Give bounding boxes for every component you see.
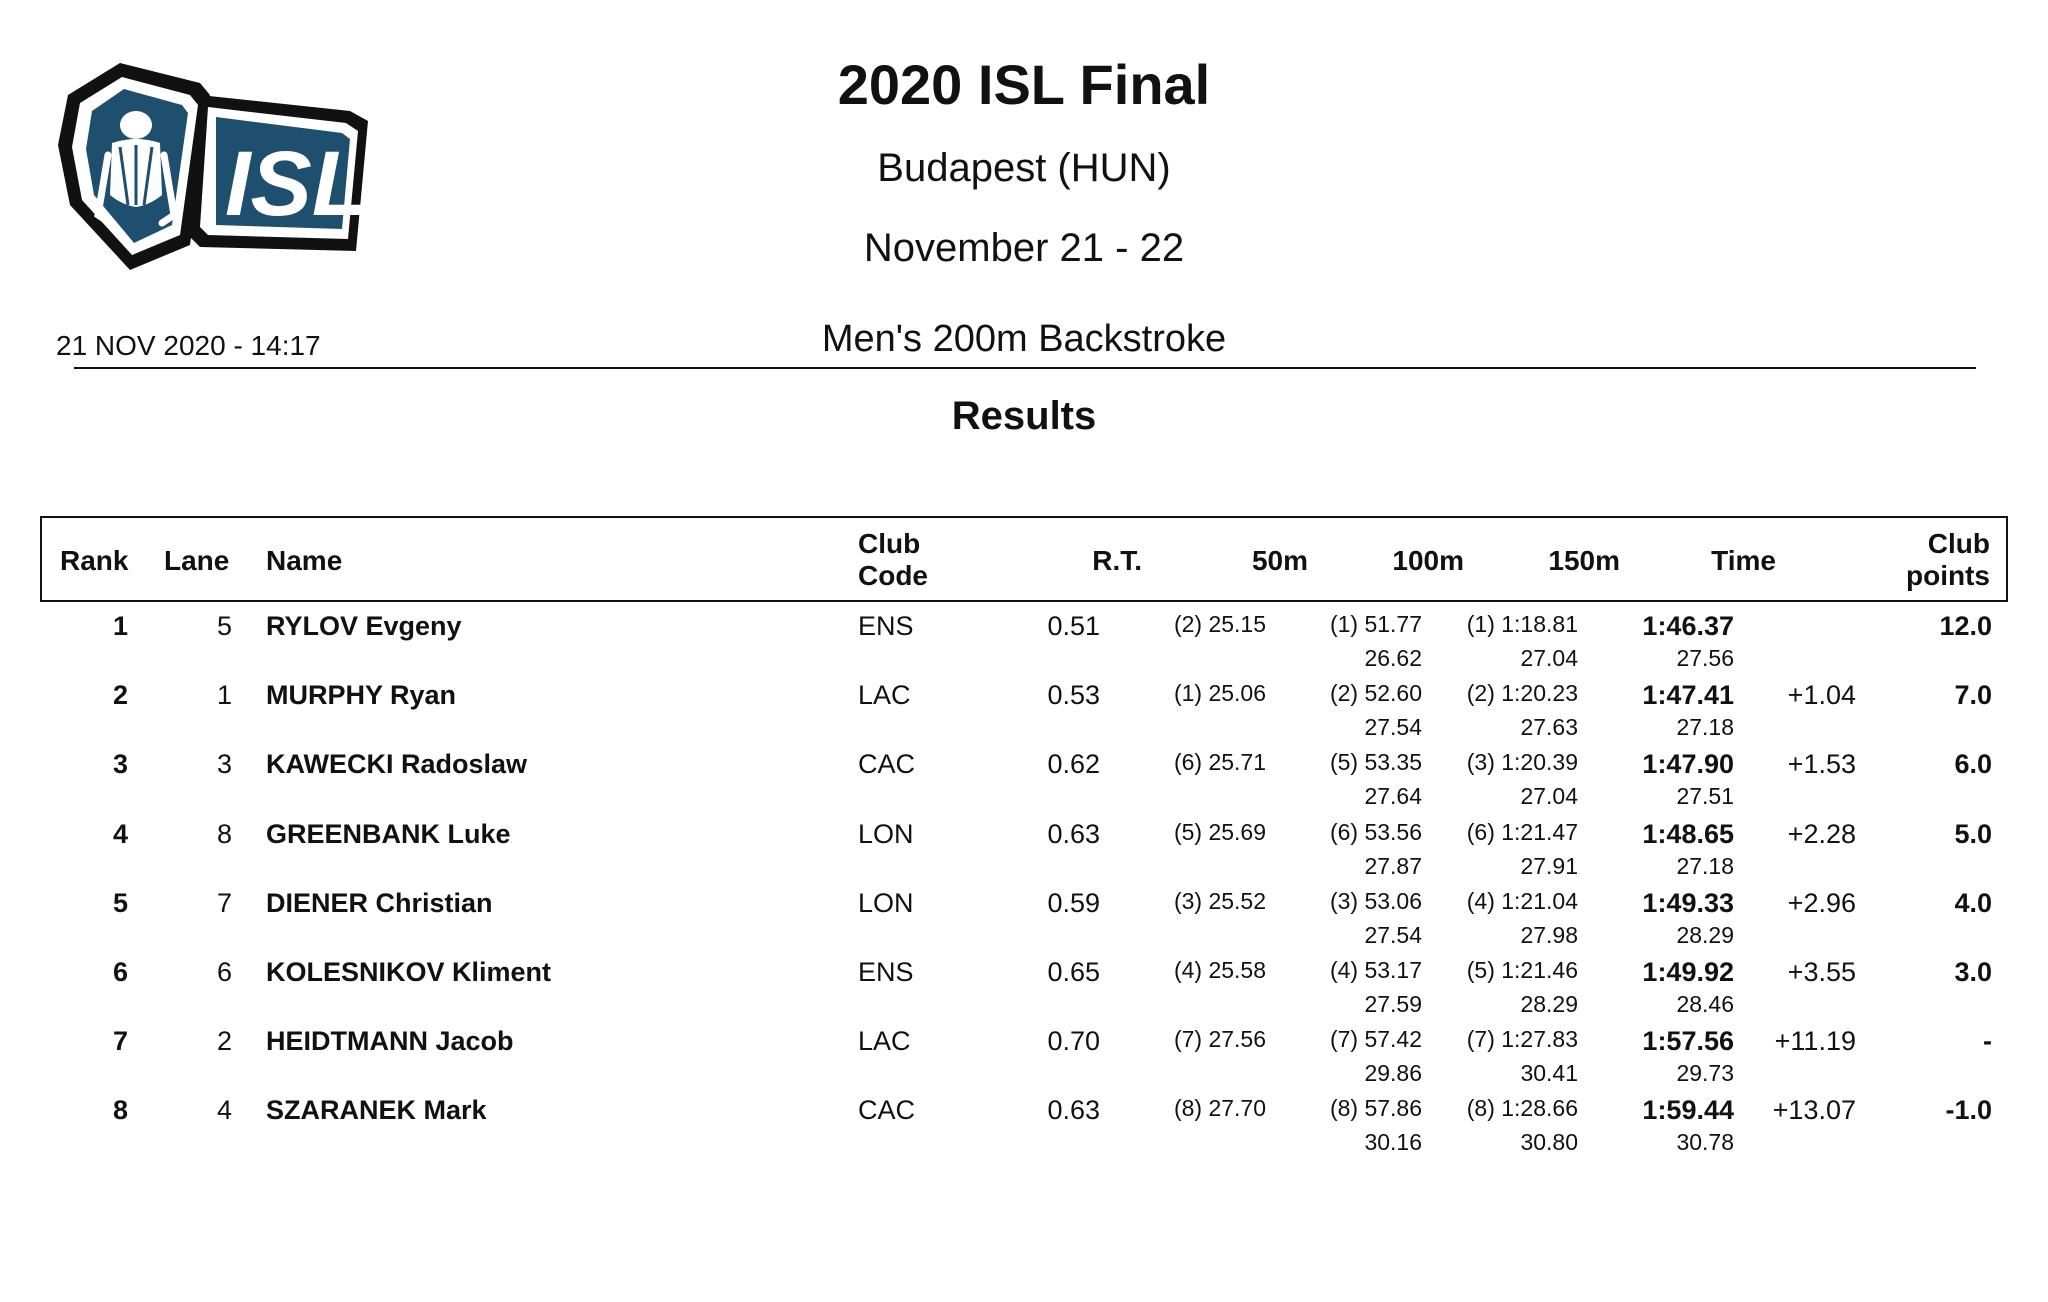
col-club-code-line1: Club xyxy=(858,528,921,559)
cell-club-points: 6.0 xyxy=(1954,749,1992,780)
cell-split-150: (3) 1:20.39 xyxy=(1466,749,1578,776)
cell-lap-200: 27.18 xyxy=(1676,852,1734,879)
cell-time-behind: +1.04 xyxy=(1787,680,1856,711)
cell-rank: 7 xyxy=(112,1026,128,1057)
col-150m: 150m xyxy=(1548,545,1620,576)
cell-reaction-time: 0.53 xyxy=(1047,680,1100,711)
cell-club-code: LON xyxy=(858,887,914,918)
cell-lane: 5 xyxy=(216,611,232,641)
cell-time: 1:49.33 xyxy=(1642,887,1734,918)
cell-split-50: (7) 27.56 xyxy=(1173,1026,1266,1053)
cell-split-150: (2) 1:20.23 xyxy=(1466,680,1578,707)
table-header xyxy=(40,516,2008,602)
table-row xyxy=(0,880,2048,949)
col-rt: R.T. xyxy=(1092,545,1142,576)
col-lane: Lane xyxy=(164,545,230,576)
cell-reaction-time: 0.70 xyxy=(1047,1026,1100,1057)
cell-split-150: (1) 1:18.81 xyxy=(1466,611,1578,637)
cell-split-150: (5) 1:21.46 xyxy=(1466,957,1578,983)
table-row xyxy=(0,672,2048,741)
cell-lap-150: 27.63 xyxy=(1520,714,1578,741)
page-title: 2020 ISL Final xyxy=(837,53,1211,116)
cell-time: 1:49.92 xyxy=(1642,957,1734,987)
table-row xyxy=(0,741,2048,810)
cell-lap-100: 27.54 xyxy=(1364,714,1422,741)
cell-name: HEIDTMANN Jacob xyxy=(266,1026,514,1057)
cell-club-code: LAC xyxy=(858,1026,911,1057)
cell-split-100: (7) 57.42 xyxy=(1329,1026,1422,1053)
table-row xyxy=(0,1087,2048,1156)
cell-lap-100: 27.59 xyxy=(1364,991,1422,1017)
cell-split-150: (6) 1:21.47 xyxy=(1466,818,1578,845)
venue-city: Budapest (HUN) xyxy=(877,146,1171,190)
cell-name: DIENER Christian xyxy=(266,887,493,918)
table-row xyxy=(0,603,2048,672)
cell-lane: 6 xyxy=(216,957,232,987)
cell-lap-100: 26.62 xyxy=(1364,645,1422,671)
cell-lane: 1 xyxy=(216,680,232,711)
cell-split-150: (8) 1:28.66 xyxy=(1466,1095,1578,1122)
cell-name: KOLESNIKOV Kliment xyxy=(266,957,552,987)
cell-time: 1:59.44 xyxy=(1642,1095,1734,1126)
cell-rank: 3 xyxy=(112,749,128,780)
cell-club-code: CAC xyxy=(858,1095,916,1126)
cell-reaction-time: 0.62 xyxy=(1047,749,1100,780)
cell-split-100: (1) 51.77 xyxy=(1329,611,1422,637)
header-divider xyxy=(74,367,1976,369)
cell-name: MURPHY Ryan xyxy=(266,680,457,711)
cell-name: SZARANEK Mark xyxy=(266,1095,487,1126)
col-name: Name xyxy=(266,545,343,576)
cell-split-100: (6) 53.56 xyxy=(1329,818,1422,845)
col-club-points xyxy=(1850,528,1990,592)
print-datetime: 21 NOV 2020 - 14:17 xyxy=(56,330,321,361)
cell-club-points: -1.0 xyxy=(1945,1095,1992,1126)
cell-time-behind: +13.07 xyxy=(1772,1095,1856,1126)
logo-text: ISL xyxy=(225,133,369,235)
cell-lap-100: 30.16 xyxy=(1364,1129,1422,1156)
cell-lap-150: 30.41 xyxy=(1520,1060,1578,1087)
table-row xyxy=(0,949,2048,1018)
col-rank: Rank xyxy=(60,545,129,576)
cell-lap-150: 27.04 xyxy=(1520,645,1578,671)
cell-time-behind: +3.55 xyxy=(1787,957,1856,987)
cell-name: KAWECKI Radoslaw xyxy=(266,749,528,780)
col-club-points-line1: Club xyxy=(1927,528,1990,559)
col-50m: 50m xyxy=(1251,545,1308,576)
cell-time-behind: +1.53 xyxy=(1787,749,1856,780)
cell-lap-200: 29.73 xyxy=(1676,1060,1734,1087)
cell-lap-200: 30.78 xyxy=(1676,1129,1734,1156)
cell-rank: 1 xyxy=(112,611,128,641)
cell-club-points: 7.0 xyxy=(1954,680,1992,711)
table-row xyxy=(0,811,2048,880)
col-club-code xyxy=(858,528,928,592)
cell-lap-200: 27.51 xyxy=(1676,783,1734,810)
col-club-points-line2: points xyxy=(1906,560,1990,591)
event-dates: November 21 - 22 xyxy=(863,226,1185,270)
cell-lap-150: 27.98 xyxy=(1520,921,1578,948)
cell-rank: 8 xyxy=(112,1095,128,1126)
cell-time: 1:48.65 xyxy=(1642,818,1734,849)
cell-time: 1:46.37 xyxy=(1642,611,1734,641)
cell-lap-150: 27.91 xyxy=(1520,852,1578,879)
cell-lap-150: 28.29 xyxy=(1520,991,1578,1017)
cell-split-150: (7) 1:27.83 xyxy=(1466,1026,1578,1053)
cell-time-behind: +11.19 xyxy=(1774,1026,1856,1057)
cell-lap-100: 27.87 xyxy=(1364,852,1422,879)
cell-lap-150: 30.80 xyxy=(1520,1129,1578,1156)
cell-lane: 4 xyxy=(216,1095,232,1126)
cell-split-150: (4) 1:21.04 xyxy=(1466,887,1578,914)
cell-lap-100: 27.54 xyxy=(1364,921,1422,948)
cell-club-code: LON xyxy=(858,818,914,849)
cell-rank: 5 xyxy=(112,887,128,918)
cell-rank: 4 xyxy=(112,818,128,849)
cell-split-100: (3) 53.06 xyxy=(1329,887,1422,914)
table-row xyxy=(0,1018,2048,1087)
cell-split-50: (1) 25.06 xyxy=(1173,680,1266,707)
col-100m: 100m xyxy=(1392,545,1464,576)
cell-lap-200: 27.18 xyxy=(1676,714,1734,741)
col-time: Time xyxy=(1711,545,1776,576)
cell-lap-200: 28.46 xyxy=(1676,991,1734,1017)
cell-split-50: (8) 27.70 xyxy=(1173,1095,1266,1122)
cell-lap-100: 29.86 xyxy=(1364,1060,1422,1087)
cell-lap-150: 27.04 xyxy=(1520,783,1578,810)
event-name: Men's 200m Backstroke xyxy=(821,318,1227,360)
cell-lap-100: 27.64 xyxy=(1364,783,1422,810)
cell-club-code: ENS xyxy=(858,957,914,987)
cell-time: 1:57.56 xyxy=(1642,1026,1734,1057)
cell-club-points: 12.0 xyxy=(1939,611,1992,641)
cell-club-code: LAC xyxy=(858,680,911,711)
cell-lane: 8 xyxy=(216,818,232,849)
cell-club-code: CAC xyxy=(858,749,916,780)
cell-split-100: (4) 53.17 xyxy=(1329,957,1422,983)
cell-name: RYLOV Evgeny xyxy=(266,611,462,641)
cell-club-points: 3.0 xyxy=(1954,957,1992,987)
cell-split-50: (4) 25.58 xyxy=(1173,957,1266,983)
results-heading: Results xyxy=(951,394,1097,438)
cell-reaction-time: 0.65 xyxy=(1047,957,1100,987)
cell-time: 1:47.41 xyxy=(1642,680,1734,711)
cell-club-points: 4.0 xyxy=(1954,887,1992,918)
cell-split-50: (5) 25.69 xyxy=(1173,818,1266,845)
cell-lane: 3 xyxy=(216,749,232,780)
cell-reaction-time: 0.59 xyxy=(1047,887,1100,918)
cell-split-100: (2) 52.60 xyxy=(1329,680,1422,707)
cell-lap-200: 27.56 xyxy=(1676,645,1734,671)
cell-lane: 7 xyxy=(216,887,232,918)
cell-reaction-time: 0.63 xyxy=(1047,818,1100,849)
cell-split-50: (2) 25.15 xyxy=(1173,611,1266,637)
cell-time-behind: +2.28 xyxy=(1787,818,1856,849)
cell-time-behind: +2.96 xyxy=(1787,887,1856,918)
col-club-code-line2: Code xyxy=(858,560,928,591)
cell-rank: 2 xyxy=(112,680,128,711)
cell-club-points: 5.0 xyxy=(1954,818,1992,849)
cell-reaction-time: 0.51 xyxy=(1047,611,1100,641)
cell-split-100: (8) 57.86 xyxy=(1329,1095,1422,1122)
cell-time: 1:47.90 xyxy=(1642,749,1734,780)
cell-rank: 6 xyxy=(112,957,128,987)
cell-split-50: (6) 25.71 xyxy=(1173,749,1266,776)
cell-club-points: - xyxy=(1983,1026,1992,1057)
cell-reaction-time: 0.63 xyxy=(1047,1095,1100,1126)
cell-club-code: ENS xyxy=(858,611,914,641)
cell-split-50: (3) 25.52 xyxy=(1173,887,1266,914)
cell-name: GREENBANK Luke xyxy=(266,818,511,849)
cell-split-100: (5) 53.35 xyxy=(1329,749,1422,776)
cell-lap-200: 28.29 xyxy=(1676,921,1734,948)
cell-lane: 2 xyxy=(216,1026,232,1057)
